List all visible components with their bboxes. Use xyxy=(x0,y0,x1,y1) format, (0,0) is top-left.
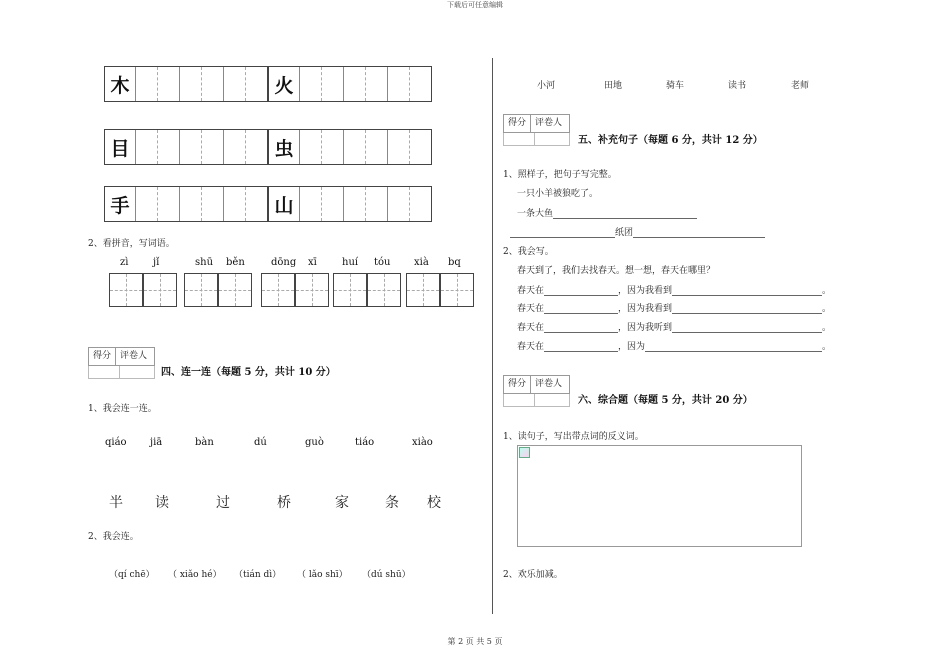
match-char: 校 xyxy=(427,495,441,511)
writing-box[interactable] xyxy=(109,273,143,307)
tianzige-row xyxy=(406,273,474,311)
q2-title: 2、看拼音，写词语。 xyxy=(88,239,175,249)
fill-suffix: 纸团 xyxy=(615,228,634,238)
tianzige-row xyxy=(261,273,329,311)
pinyin-label: xī xyxy=(308,257,317,268)
answer-line[interactable] xyxy=(645,341,822,352)
broken-image-icon xyxy=(519,447,530,458)
page-header: 下载后可任意编辑 xyxy=(447,1,503,9)
column-divider xyxy=(492,58,493,614)
match-char: 半 xyxy=(109,495,123,511)
answer-line[interactable] xyxy=(553,208,697,219)
match-item: （dú shū） xyxy=(362,570,411,580)
pinyin-label: shū xyxy=(195,257,214,268)
pinyin-label: běn xyxy=(226,257,245,268)
answer-line[interactable] xyxy=(672,322,822,333)
char-grid-row xyxy=(104,66,268,102)
word-option: 小河 xyxy=(537,81,556,91)
writing-box[interactable] xyxy=(184,273,218,307)
char-grid-row xyxy=(104,129,268,165)
answer-line[interactable] xyxy=(544,341,618,352)
writing-box[interactable] xyxy=(440,273,474,307)
answer-line[interactable] xyxy=(510,227,615,238)
pinyin-label: jǐ xyxy=(153,257,160,268)
word-option: 读书 xyxy=(728,81,747,91)
section-4-title: 四、连一连（每题 5 分，共计 10 分） xyxy=(161,367,336,378)
pinyin-label: zì xyxy=(120,257,129,268)
writing-box[interactable] xyxy=(218,273,252,307)
writing-box[interactable] xyxy=(143,273,177,307)
match-pinyin: tiáo xyxy=(355,437,375,448)
example-sentence: 一只小羊被狼吃了。 xyxy=(517,189,599,199)
answer-line[interactable] xyxy=(633,227,765,238)
spring-prompt: 春天到了，我们去找春天。想一想，春天在哪里？ xyxy=(517,266,716,276)
grader-label: 评卷人 xyxy=(535,379,563,389)
score-table xyxy=(503,114,570,146)
match-char: 条 xyxy=(385,495,399,511)
match-char: 桥 xyxy=(277,495,291,511)
match-pinyin: bàn xyxy=(195,437,214,448)
grid-char: 木 xyxy=(110,74,130,97)
image-placeholder xyxy=(517,445,802,547)
fill-line-b xyxy=(510,225,765,238)
writing-box[interactable] xyxy=(406,273,440,307)
fill-line-a xyxy=(517,206,697,219)
score-table xyxy=(88,347,155,379)
fill-prefix: 一条大鱼 xyxy=(517,209,554,219)
grid-char: 山 xyxy=(274,194,294,217)
match-pinyin: guò xyxy=(305,437,324,448)
pinyin-label: huí xyxy=(342,257,359,268)
word-option: 田地 xyxy=(604,81,623,91)
match-pinyin: qiáo xyxy=(105,437,127,448)
score-label: 得分 xyxy=(504,115,531,132)
match-pinyin: dú xyxy=(254,437,267,448)
word-option: 老师 xyxy=(791,81,810,91)
grid-char: 虫 xyxy=(274,137,294,160)
sec4-q2: 2、我会连。 xyxy=(88,532,139,542)
spring-row: 春天在 ，因为我看到 。 xyxy=(517,304,832,314)
match-item: （ lǎo shī） xyxy=(297,570,348,580)
grid-char: 火 xyxy=(274,74,294,97)
answer-line[interactable] xyxy=(672,285,822,296)
answer-line[interactable] xyxy=(544,322,618,333)
writing-box[interactable] xyxy=(333,273,367,307)
score-table xyxy=(503,375,570,407)
writing-box[interactable] xyxy=(295,273,329,307)
answer-line[interactable] xyxy=(672,303,822,314)
section-5-title: 五、补充句子（每题 6 分，共计 12 分） xyxy=(578,135,763,146)
spring-row: 春天在 ，因为 。 xyxy=(517,342,832,352)
writing-box[interactable] xyxy=(367,273,401,307)
tianzige-row xyxy=(109,273,177,311)
pinyin-label: dōng xyxy=(271,257,297,268)
match-char: 家 xyxy=(335,495,349,511)
answer-line[interactable] xyxy=(544,285,618,296)
char-grid-row xyxy=(104,186,268,222)
tianzige-row xyxy=(184,273,252,311)
match-pinyin: jiā xyxy=(150,437,163,448)
match-char: 读 xyxy=(155,495,169,511)
match-item: （ xiǎo hé） xyxy=(168,570,222,580)
pinyin-label: xià xyxy=(414,257,429,268)
char-grid-row xyxy=(268,129,432,165)
sec5-q1: 1、照样子，把句子写完整。 xyxy=(503,170,617,180)
sec6-q2: 2、欢乐加减。 xyxy=(503,570,563,580)
writing-box[interactable] xyxy=(261,273,295,307)
grid-char: 手 xyxy=(110,194,130,217)
answer-line[interactable] xyxy=(544,303,618,314)
spring-row: 春天在 ，因为我听到 。 xyxy=(517,323,832,333)
grader-label: 评卷人 xyxy=(535,118,563,128)
score-label: 得分 xyxy=(89,348,116,365)
grid-char: 目 xyxy=(110,137,130,160)
section-6-title: 六、综合题（每题 5 分，共计 20 分） xyxy=(578,395,753,406)
match-item: （tián dì） xyxy=(234,570,282,580)
score-label: 得分 xyxy=(504,376,531,393)
char-grid-row xyxy=(268,186,432,222)
grader-label: 评卷人 xyxy=(120,351,148,361)
spring-row: 春天在 ，因为我看到 。 xyxy=(517,286,832,296)
pinyin-label: tóu xyxy=(374,257,391,268)
match-item: （qí chē） xyxy=(109,570,155,580)
sec4-q1: 1、我会连一连。 xyxy=(88,404,157,414)
sec5-q2: 2、我会写。 xyxy=(503,247,554,257)
sec6-q1: 1、读句子，写出带点词的反义词。 xyxy=(503,432,644,442)
pinyin-label: bq xyxy=(448,257,461,268)
word-option: 骑车 xyxy=(666,81,685,91)
page-footer: 第 2 页 共 5 页 xyxy=(447,637,503,646)
tianzige-row xyxy=(333,273,401,311)
match-pinyin: xiào xyxy=(412,437,433,448)
char-grid-row xyxy=(268,66,432,102)
match-char: 过 xyxy=(216,495,230,511)
